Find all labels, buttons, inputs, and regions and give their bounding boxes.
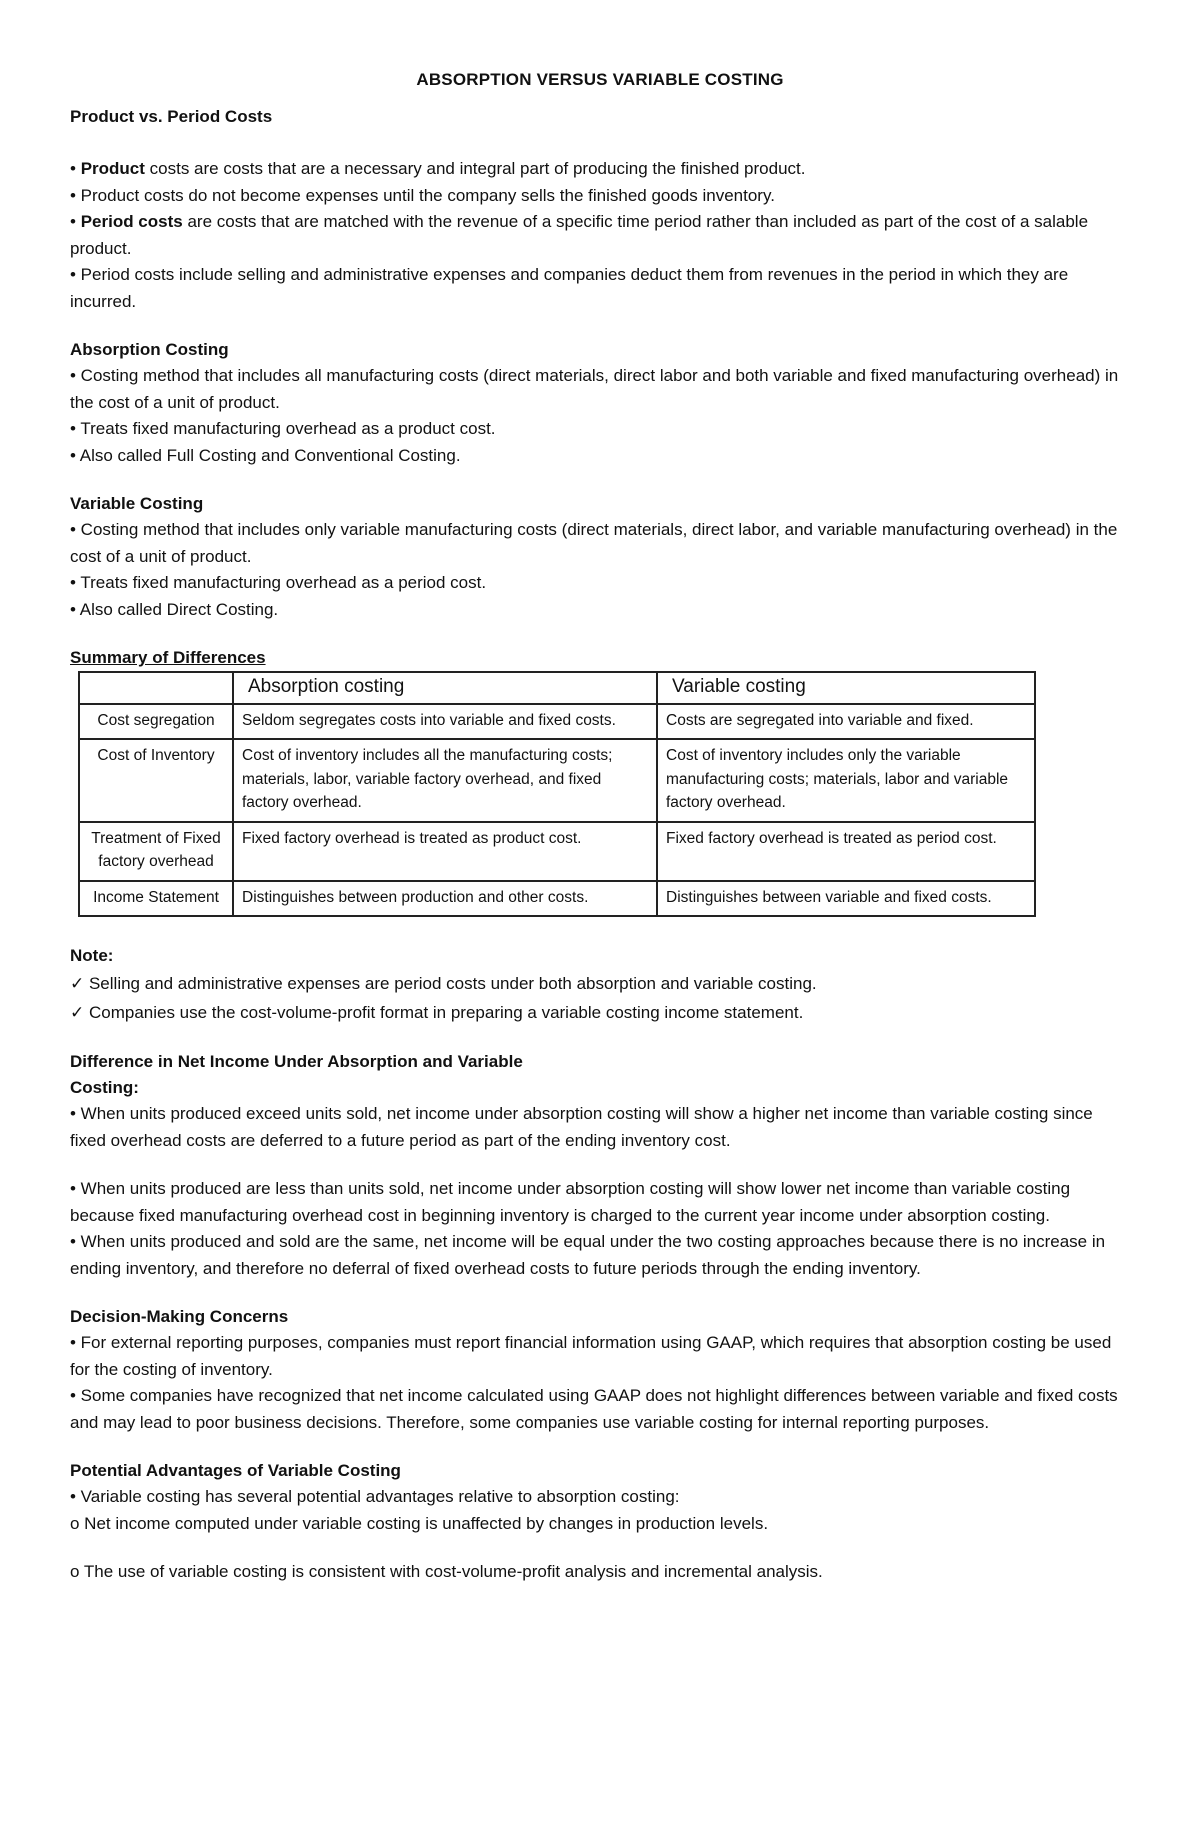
row-label: Income Statement [79, 881, 233, 917]
table-row [79, 881, 1035, 917]
period-bullet-1: • Period costs are costs that are matched with the revenue of a specific time period rather than included as part of the cost of a salable product. [70, 212, 1089, 258]
variable-heading: Variable Costing [70, 494, 204, 513]
absorption-bullet-1: • Costing method that includes all manufacturing costs (direct materials, direct labor and both variable and fixed manufacturing overhead) in the cost of a unit of product. [70, 366, 1119, 412]
advantages-bullet-1: • Variable costing has several potential advantages relative to absorption costing: [70, 1487, 680, 1506]
difference-heading-line-2: Costing: [70, 1078, 139, 1097]
variable-bullet-2: • Treats fixed manufacturing overhead as a period cost. [70, 573, 487, 592]
absorption-cell: Seldom segregates costs into variable and fixed costs. [233, 704, 657, 740]
summary-table [78, 671, 1036, 917]
advantages-sub-1: o Net income computed under variable costing is unaffected by changes in production levels. [70, 1513, 769, 1533]
variable-cell: Fixed factory overhead is treated as period cost. [657, 822, 1035, 881]
table-row [79, 739, 1035, 822]
decision-heading: Decision-Making Concerns [70, 1307, 289, 1326]
variable-column-header: Variable costing [657, 672, 1035, 704]
row-label: Treatment of Fixed factory overhead [79, 822, 233, 881]
absorption-bullet-2: • Treats fixed manufacturing overhead as a product cost. [70, 419, 496, 438]
product-bullet-2: • Product costs do not become expenses until the company sells the finished goods inventory. [70, 185, 775, 205]
variable-bullet-1: • Costing method that includes only variable manufacturing costs (direct materials, direct labor, and variable manufacturing overhead) in the cost of a unit of product. [70, 520, 1118, 566]
document-page [70, 70, 1130, 1586]
period-bullet-1-text: are costs that are matched with the revenue of a specific time period rather than included as part of the cost of a salable product. [70, 212, 1089, 258]
table-header-row [79, 672, 1035, 704]
document-title: ABSORPTION VERSUS VARIABLE COSTING [416, 70, 784, 89]
absorption-cell: Fixed factory overhead is treated as product cost. [233, 822, 657, 881]
advantages-sub-2: o The use of variable costing is consistent with cost-volume-profit analysis and incremental analysis. [70, 1562, 823, 1581]
absorption-heading: Absorption Costing [70, 340, 229, 359]
difference-bullet-1: • When units produced exceed units sold, net income under absorption costing will show a higher net income than variable costing since fixed overhead costs are deferred to a future period as part of the ending inventory cost. [70, 1104, 1093, 1150]
period-bullet-2: • Period costs include selling and administrative expenses and companies deduct them from revenues in the period in which they are incurred. [70, 265, 1069, 311]
note-line-1: ✓ Selling and administrative expenses are period costs under both absorption and variable costing. [70, 974, 817, 993]
variable-cell: Cost of inventory includes only the variable manufacturing costs; materials, labor and variable factory overhead. [657, 739, 1035, 822]
variable-cell: Distinguishes between variable and fixed costs. [657, 881, 1035, 917]
advantages-heading: Potential Advantages of Variable Costing [70, 1461, 401, 1480]
difference-bullet-2: • When units produced are less than units sold, net income under absorption costing will show lower net income than variable costing because fixed manufacturing overhead cost in beginning inventory is charged to the current year income under absorption costing. [70, 1179, 1071, 1225]
decision-bullet-2: • Some companies have recognized that net income calculated using GAAP does not highlight differences between variable and fixed costs and may lead to poor business decisions. Therefore, some companies use variable costing for internal reporting purposes. [70, 1386, 1118, 1432]
product-vs-period-heading: Product vs. Period Costs [70, 107, 273, 126]
absorption-cell: Cost of inventory includes all the manufacturing costs; materials, labor, variable factory overhead, and fixed factory overhead. [233, 739, 657, 822]
table-row [79, 822, 1035, 881]
note-heading: Note: [70, 946, 114, 965]
table-row [79, 704, 1035, 740]
row-label: Cost segregation [79, 704, 233, 740]
table-corner-cell [79, 672, 233, 704]
product-bold-term: Product [80, 159, 145, 178]
variable-bullet-3: • Also called Direct Costing. [70, 599, 279, 619]
decision-bullet-1: • For external reporting purposes, companies must report financial information using GAAP, which requires that absorption costing be used for the costing of inventory. [70, 1333, 1112, 1379]
variable-cell: Costs are segregated into variable and fixed. [657, 704, 1035, 740]
summary-heading: Summary of Differences [70, 648, 266, 667]
absorption-column-header: Absorption costing [233, 672, 657, 704]
difference-heading-line-1: Difference in Net Income Under Absorption and Variable [70, 1052, 523, 1071]
product-bullet-1-text: costs are costs that are a necessary and integral part of producing the finished product. [144, 159, 806, 178]
product-bullet-1: • Product costs are costs that are a necessary and integral part of producing the finished product. [70, 159, 806, 178]
note-line-2: ✓ Companies use the cost-volume-profit format in preparing a variable costing income statement. [70, 1003, 804, 1022]
row-label: Cost of Inventory [79, 739, 233, 822]
difference-bullet-3: • When units produced and sold are the same, net income will be equal under the two costing approaches because there is no increase in ending inventory, and therefore no deferral of fixed overhead costs to future periods through the ending inventory. [70, 1232, 1106, 1278]
period-bold-term: Period costs [80, 212, 183, 231]
absorption-bullet-3: • Also called Full Costing and Conventional Costing. [70, 445, 461, 465]
absorption-cell: Distinguishes between production and other costs. [233, 881, 657, 917]
